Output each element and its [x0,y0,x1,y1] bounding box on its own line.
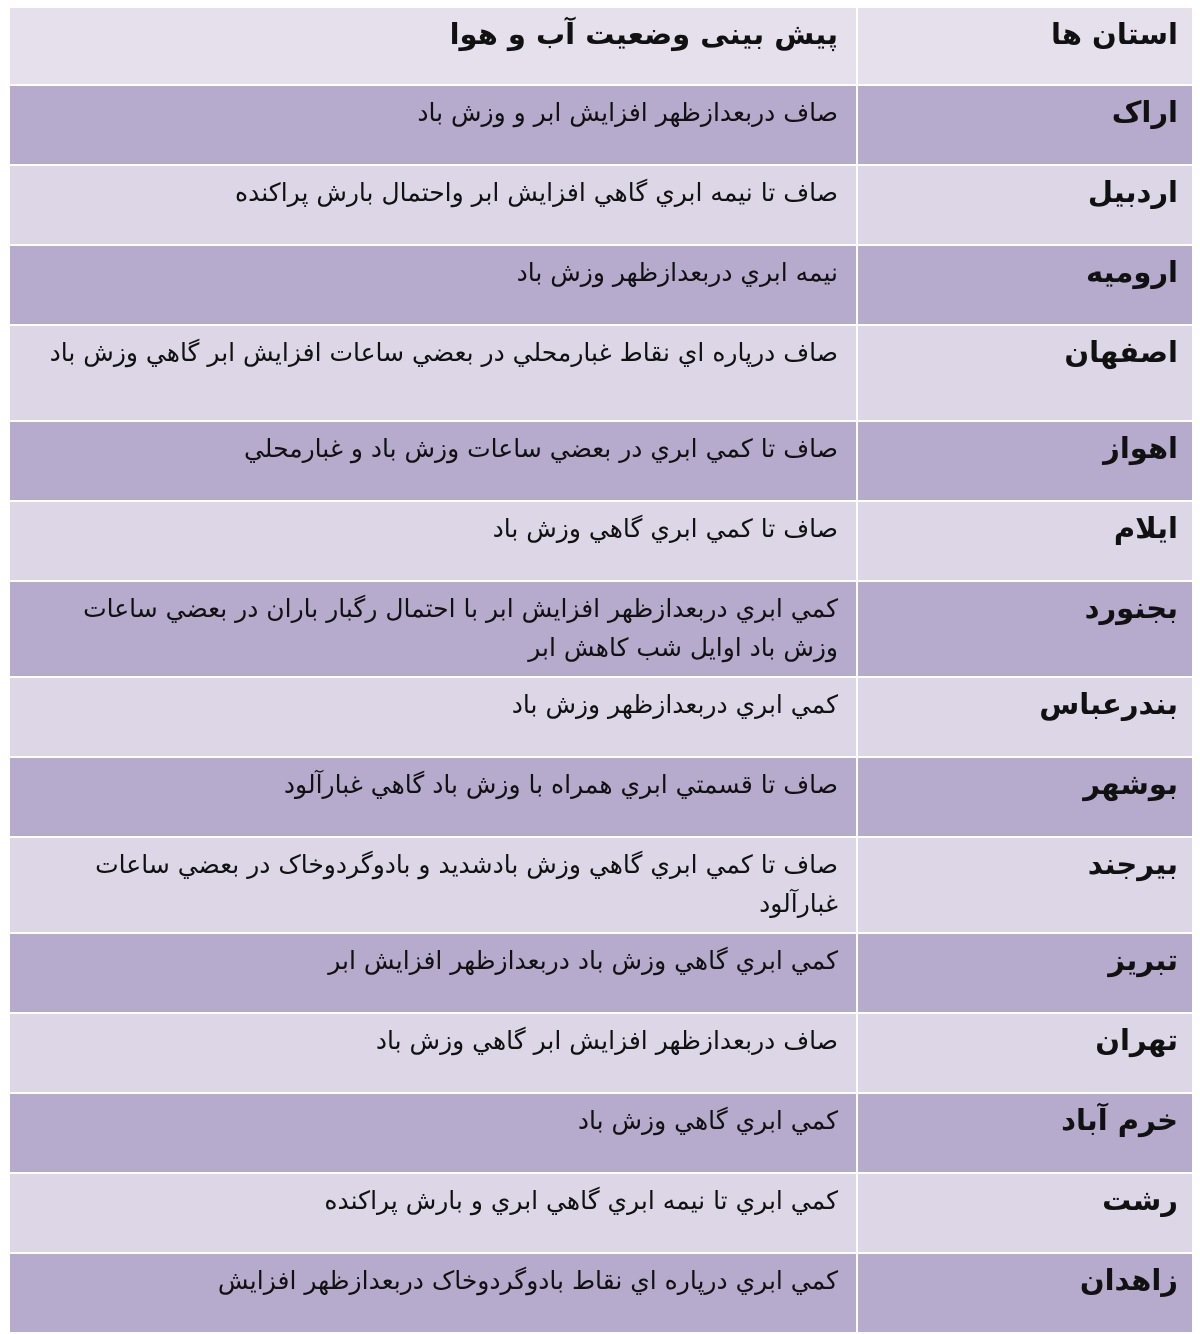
forecast-cell: صاف تا کمي ابري در بعضي ساعات وزش باد و غبارمحلي [9,421,857,501]
province-cell: بیرجند [857,837,1193,933]
table-row [9,1013,1193,1093]
province-cell: بندرعباس [857,677,1193,757]
forecast-cell: کمي ابري دربعدازظهر افزایش ابر با احتمال رگبار باران در بعضي ساعات وزش باد اوایل شب کاهش ابر [9,581,857,677]
table-row [9,677,1193,757]
table-row [9,165,1193,245]
forecast-cell: صاف تا قسمتي ابري همراه با وزش باد گاهي غبارآلود [9,757,857,837]
table-row [9,421,1193,501]
forecast-cell: کمي ابري تا نيمه ابري گاهي ابري و بارش پراکنده [9,1173,857,1253]
table-row [9,1093,1193,1173]
province-cell: رشت [857,1173,1193,1253]
forecast-cell: کمي ابري گاهي وزش باد [9,1093,857,1173]
province-cell: ارومیه [857,245,1193,325]
province-cell: تبریز [857,933,1193,1013]
forecast-cell: کمي ابري گاهي وزش باد دربعدازظهر افزایش ابر [9,933,857,1013]
forecast-cell: صاف درپاره اي نقاط غبارمحلي در بعضي ساعات افزایش ابر گاهي وزش باد [9,325,857,421]
forecast-cell: صاف دربعدازظهر افزایش ابر گاهي وزش باد [9,1013,857,1093]
forecast-cell: صاف تا کمي ابري گاهي وزش بادشدید و بادوگردوخاک در بعضي ساعات غبارآلود [9,837,857,933]
table-row [9,325,1193,421]
forecast-cell: صاف دربعدازظهر افزایش ابر و وزش باد [9,85,857,165]
province-cell: اراک [857,85,1193,165]
province-cell: خرم آباد [857,1093,1193,1173]
province-column-header: استان ها [857,7,1193,85]
weather-table-frame [8,6,1194,1324]
table-row [9,933,1193,1013]
forecast-column-header: پیش بینی وضعیت آب و هوا [9,7,857,85]
province-cell: اردبیل [857,165,1193,245]
table-row [9,85,1193,165]
table-row [9,1253,1193,1333]
table-header-row [9,7,1193,85]
province-cell: زاهدان [857,1253,1193,1333]
province-cell: اصفهان [857,325,1193,421]
province-cell: تهران [857,1013,1193,1093]
weather-forecast-table [8,6,1194,1334]
table-row [9,1173,1193,1253]
table-row [9,837,1193,933]
table-row [9,581,1193,677]
province-cell: ایلام [857,501,1193,581]
forecast-cell: نيمه ابري دربعدازظهر وزش باد [9,245,857,325]
province-cell: بوشهر [857,757,1193,837]
province-cell: بجنورد [857,581,1193,677]
table-row [9,501,1193,581]
forecast-cell: کمي ابري درپاره اي نقاط بادوگردوخاک دربعدازظهر افزایش [9,1253,857,1333]
table-row [9,757,1193,837]
forecast-cell: کمي ابري دربعدازظهر وزش باد [9,677,857,757]
table-row [9,245,1193,325]
forecast-cell: صاف تا نيمه ابري گاهي افزایش ابر واحتمال بارش پراکنده [9,165,857,245]
province-cell: اهواز [857,421,1193,501]
forecast-cell: صاف تا کمي ابري گاهي وزش باد [9,501,857,581]
